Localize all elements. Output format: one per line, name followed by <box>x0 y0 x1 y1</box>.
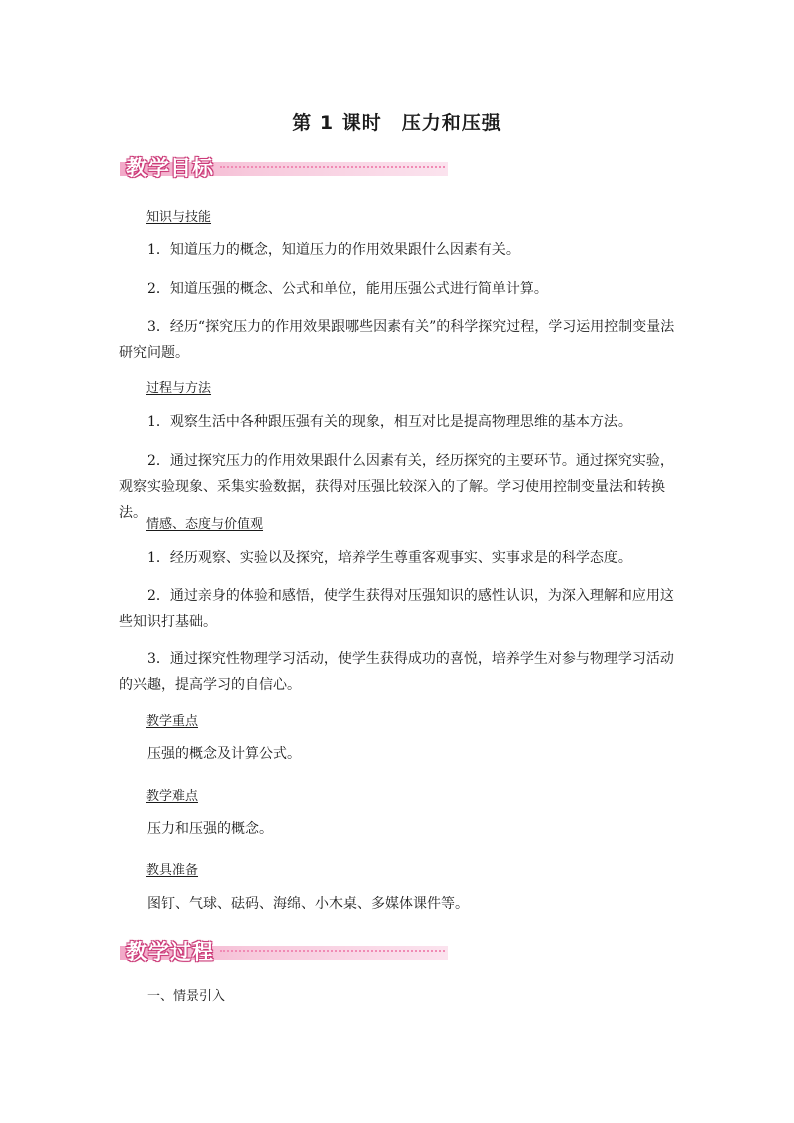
attitude-item: 3．通过探究性物理学习活动，使学生获得成功的喜悦，培养学生对参与物理学习活动的兴趣，提高学习的自信心。 <box>119 651 674 693</box>
tools-heading: 教具准备 <box>146 863 199 878</box>
difficulty-heading: 教学难点 <box>146 789 199 804</box>
key-point-text: 压强的概念及计算公式。 <box>147 746 301 762</box>
banner-label: 教学过程 <box>126 940 214 964</box>
process-heading: 过程与方法 <box>146 381 212 396</box>
attitude-item: 1．经历观察、实验以及探究，培养学生尊重客观事实、实事求是的科学态度。 <box>147 550 632 566</box>
banner-dotted-line <box>220 950 445 952</box>
process-item: 2．通过探究压力的作用效果跟什么因素有关，经历探究的主要环节。通过探究实验，观察实验现象、采集实验数据，获得对压强比较深入的了解。学习使用控制变量法和转换法。 <box>119 453 674 521</box>
attitude-heading: 情感、态度与价值观 <box>146 517 264 532</box>
attitude-item: 2．通过亲身的体验和感悟，使学生获得对压强知识的感性认识，为深入理解和应用这些知识打基础。 <box>119 588 674 630</box>
difficulty-text: 压力和压强的概念。 <box>147 821 273 837</box>
process-intro: 一、情景引入 <box>147 989 226 1004</box>
objectives-banner <box>120 152 448 182</box>
knowledge-item: 2．知道压强的概念、公式和单位，能用压强公式进行简单计算。 <box>147 281 548 297</box>
knowledge-item: 3．经历“探究压力的作用效果跟哪些因素有关”的科学探究过程，学习运用控制变量法研究问题。 <box>119 319 675 361</box>
knowledge-item: 1．知道压力的概念，知道压力的作用效果跟什么因素有关。 <box>147 242 520 258</box>
page-title: 第 1 课时 压力和压强 <box>292 112 502 134</box>
process-item: 1．观察生活中各种跟压强有关的现象，相互对比是提高物理思维的基本方法。 <box>147 414 632 430</box>
process-banner <box>120 936 448 966</box>
knowledge-heading: 知识与技能 <box>146 210 212 225</box>
tools-text: 图钉、气球、砝码、海绵、小木桌、多媒体课件等。 <box>147 896 469 912</box>
key-point-heading: 教学重点 <box>146 714 199 729</box>
banner-label: 教学目标 <box>126 156 214 180</box>
banner-dotted-line <box>220 166 445 168</box>
